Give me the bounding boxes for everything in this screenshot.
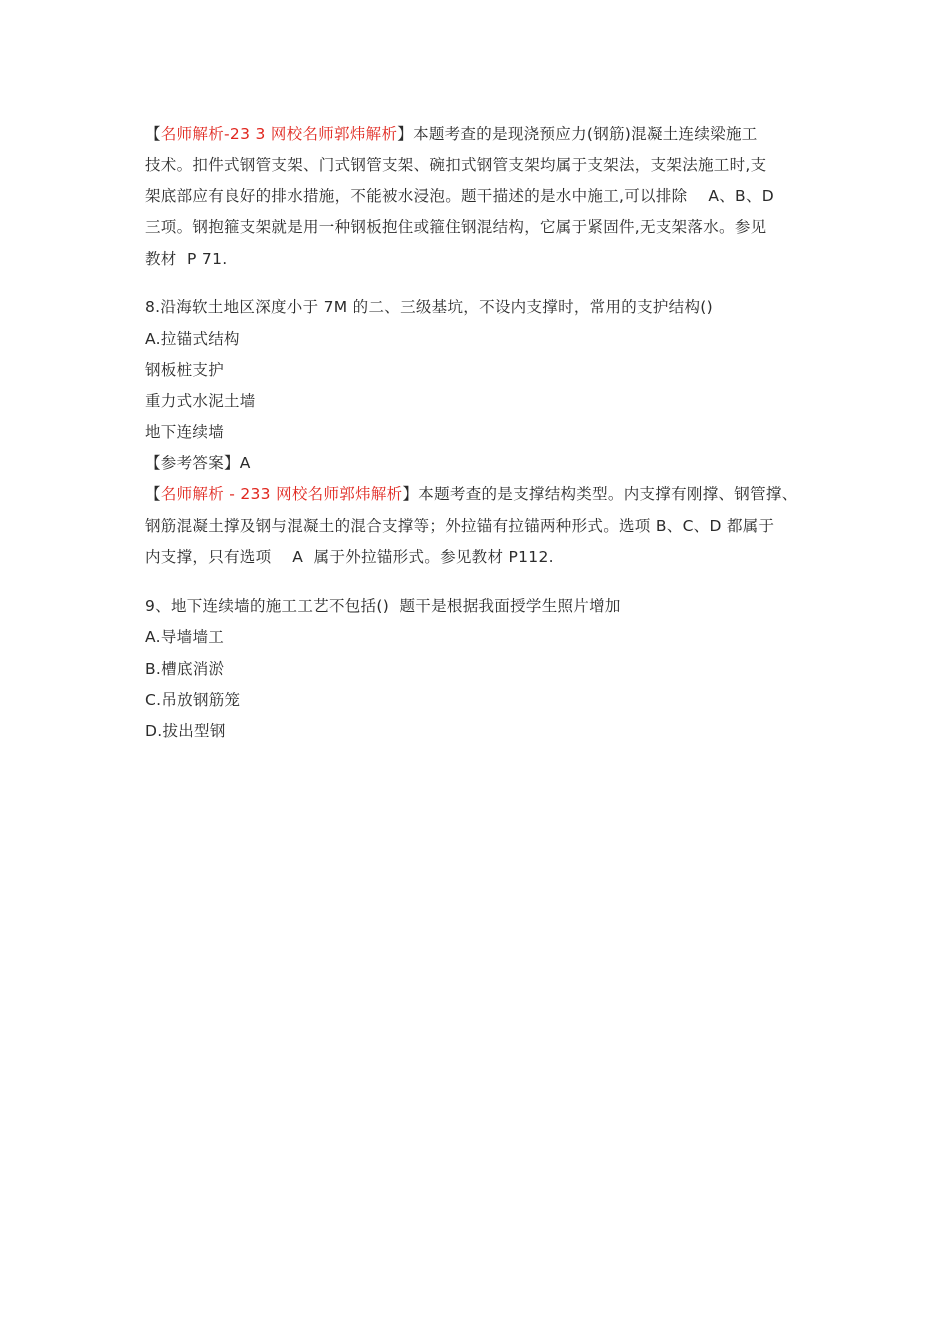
q7-analysis-bracket-open: 【 [145, 125, 161, 143]
q8-analysis-bracket-open: 【 [145, 485, 161, 503]
q9-question: 9、地下连续墙的施工工艺不包括() 题干是根据我面授学生照片增加 [145, 597, 621, 615]
q8-analysis-bracket-close: 】 [402, 485, 419, 503]
q8-option-c: 重力式水泥土墙 [145, 392, 256, 410]
q7-analysis-line-4: 三项。钢抱箍支架就是用一种钢板抱住或箍住钢混结构，它属于紧固件,无支架落水。参见 [145, 218, 767, 236]
q7-analysis-label: 名师解析-23 3 网校名师郭炜解析 [160, 125, 398, 143]
q7-analysis-line-2: 技术。扣件式钢管支架、门式钢管支架、碗扣式钢管支架均属于支架法，支架法施工时,支 [145, 156, 767, 174]
q7-analysis-bracket-close: 】 [397, 125, 414, 143]
q9-option-b: B.槽底消淤 [145, 660, 225, 678]
q8-question: 8.沿海软土地区深度小于 7M 的二、三级基坑，不设内支撑时，常用的支护结构() [145, 298, 713, 316]
q9-option-c: C.吊放钢筋笼 [145, 691, 241, 709]
q7-analysis-line-5: 教材 P 71. [145, 250, 228, 268]
q8-option-b: 钢板桩支护 [145, 361, 225, 379]
q8-option-a: A.拉锚式结构 [145, 330, 240, 348]
q8-analysis-label: 名师解析 - 233 网校名师郭炜解析 [160, 485, 403, 503]
q8-analysis-line-3: 内支撑，只有选项 A 属于外拉锚形式。参见教材 P112. [145, 548, 554, 566]
q8-analysis-text: 本题考查的是支撑结构类型。内支撑有刚撑、钢管撑、 [418, 485, 798, 503]
q8-option-d: 地下连续墙 [145, 423, 225, 441]
q9-option-a: A.导墙墙工 [145, 628, 225, 646]
q7-analysis-line-3: 架底部应有良好的排水措施，不能被水浸泡。题干描述的是水中施工,可以排除 A、B、D [145, 187, 775, 205]
q7-analysis-text: 本题考查的是现浇预应力(钢筋)混凝土连续梁施工 [413, 125, 758, 143]
q8-answer: 【参考答案】A [145, 454, 251, 472]
q8-analysis-line-1 [145, 484, 798, 504]
q7-analysis-line-1 [145, 124, 758, 144]
q9-option-d: D.拔出型钢 [145, 722, 226, 740]
q8-analysis-line-2: 钢筋混凝土撑及钢与混凝土的混合支撑等；外拉锚有拉锚两种形式。选项 B、C、D 都属于 [145, 517, 775, 535]
